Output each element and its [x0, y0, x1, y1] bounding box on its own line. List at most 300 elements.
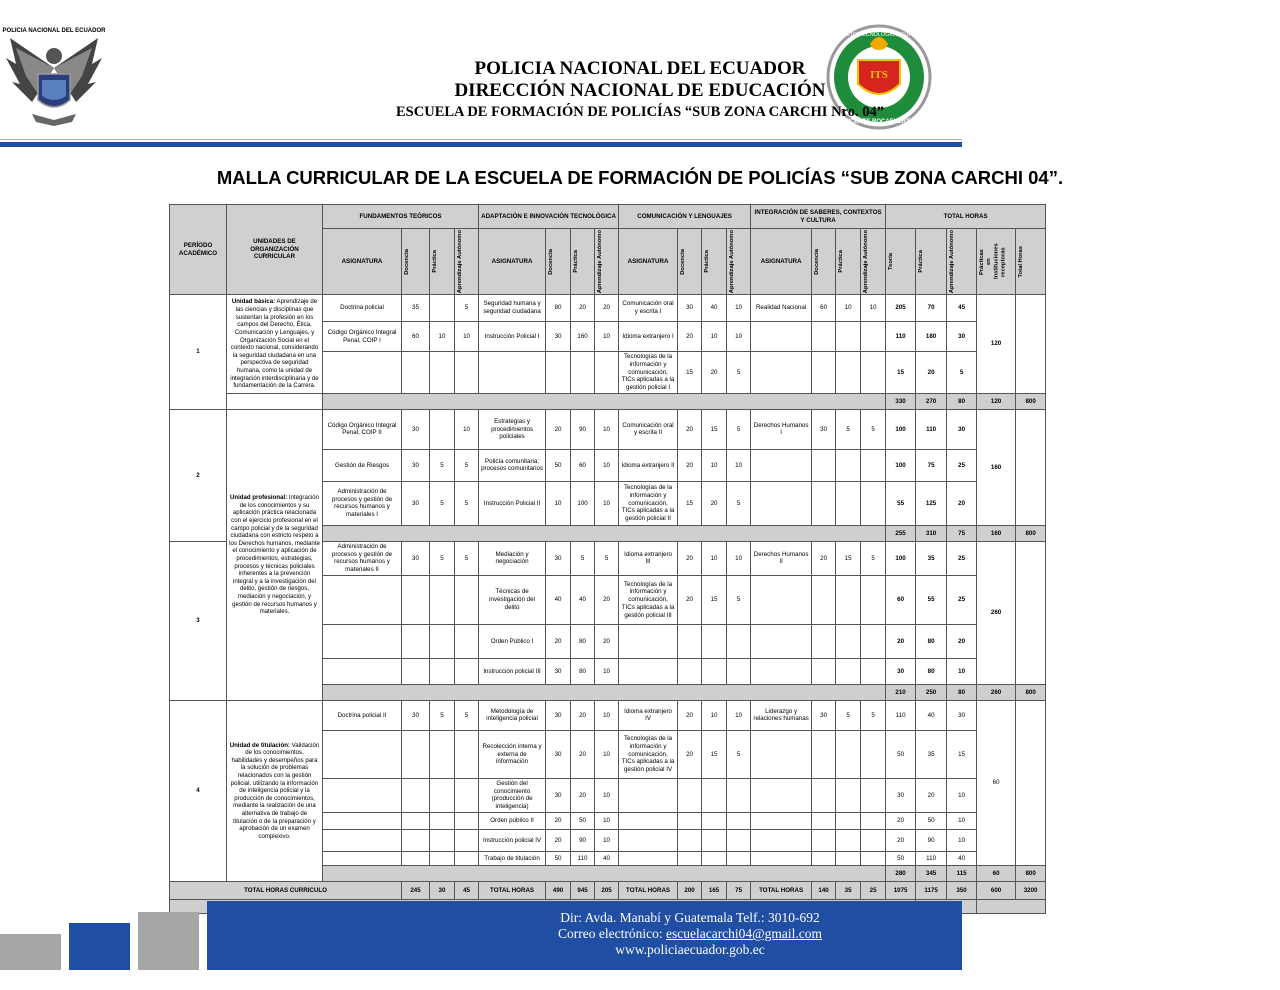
cell — [455, 730, 479, 778]
cell: 60 — [886, 575, 916, 624]
cell: 20 — [812, 541, 836, 575]
cell: 110 — [886, 700, 916, 730]
cell: 10 — [727, 295, 751, 322]
cell: 10 — [595, 409, 619, 449]
cell: Tecnologías de la información y comunicación, TICs aplicadas a la gestión policial IV — [619, 730, 678, 778]
cell: 20 — [546, 409, 571, 449]
cell — [812, 575, 836, 624]
cell: 20 — [595, 624, 619, 658]
unit-description: Validación de los conocimientos, habilidades y desempeños para la solución de problemas relacionados con la gestión policial, utilizando la información de inteligencia policial y la producción de conocimientos, mediante la realización de una alternativa de trabajo de titulación o de la preparación y aprobación de un examen complexivo. — [230, 741, 320, 840]
cell: 80 — [916, 658, 947, 684]
cell — [861, 778, 886, 812]
cell: 25 — [861, 881, 886, 899]
periodo-2: 2 — [170, 409, 227, 541]
cell: 330 — [886, 393, 916, 409]
cell — [836, 624, 861, 658]
cell — [402, 778, 430, 812]
cell — [727, 658, 751, 684]
cell: 75 — [947, 525, 977, 541]
cell: 10 — [595, 812, 619, 829]
cell: 10 — [727, 700, 751, 730]
cell: 10 — [430, 322, 455, 352]
cell: 20 — [702, 352, 727, 394]
cell: 90 — [571, 829, 595, 851]
practicas-p2: 160 — [977, 409, 1016, 525]
header-unidades: UNIDADES DE ORGANIZACIÓN CURRICULAR — [227, 205, 323, 295]
cell: 345 — [916, 865, 947, 881]
cell — [861, 730, 886, 778]
cell: 5 — [727, 730, 751, 778]
cell — [455, 851, 479, 865]
cell: 310 — [916, 525, 947, 541]
cell: 10 — [595, 829, 619, 851]
cell — [323, 624, 402, 658]
cell: 3200 — [1016, 881, 1046, 899]
cell — [571, 352, 595, 394]
unidad-basica — [227, 295, 323, 394]
col-practica: Práctica — [838, 250, 845, 273]
cell: 250 — [916, 684, 947, 700]
cell: 50 — [571, 812, 595, 829]
cell: 245 — [402, 881, 430, 899]
cell — [861, 481, 886, 525]
policia-nacional-logo — [2, 18, 106, 130]
cell: 10 — [836, 295, 861, 322]
table-row — [170, 409, 1046, 449]
cell: 30 — [947, 700, 977, 730]
cell: 80 — [947, 393, 977, 409]
footer-email-link[interactable]: escuelacarchi04@gmail.com — [665, 926, 822, 941]
cell: 30 — [546, 730, 571, 778]
total-curriculo-label: TOTAL HORAS CURRICULO — [170, 881, 402, 899]
cell: Idioma extranjero III — [619, 541, 678, 575]
cell — [836, 352, 861, 394]
col-asignatura: ASIGNATURA — [751, 229, 812, 295]
cell: 20 — [947, 624, 977, 658]
cell: 20 — [886, 624, 916, 658]
cell — [812, 829, 836, 851]
cell — [619, 829, 678, 851]
cell — [430, 730, 455, 778]
cell: 30 — [546, 778, 571, 812]
cell: 40 — [571, 575, 595, 624]
cell: 15 — [886, 352, 916, 394]
cell — [430, 851, 455, 865]
cell — [323, 352, 402, 394]
cell: 20 — [678, 541, 702, 575]
cell: 55 — [886, 481, 916, 525]
cell — [455, 624, 479, 658]
cell: 60 — [402, 322, 430, 352]
cell — [702, 624, 727, 658]
cell: 5 — [455, 700, 479, 730]
footer-address: Dir: Avda. Manabí y Guatemala Telf.: 3010-692 — [560, 910, 820, 925]
cell: Administración de procesos y gestión de recursos humanos y materiales I — [323, 481, 402, 525]
cell: 10 — [702, 700, 727, 730]
cell — [455, 352, 479, 394]
practicas-p1: 120 — [977, 295, 1016, 394]
cell: 30 — [546, 322, 571, 352]
cell: 35 — [836, 881, 861, 899]
cell: Idioma extranjero I — [619, 322, 678, 352]
cell: 35 — [402, 295, 430, 322]
cell — [430, 829, 455, 851]
unit-description: Integración de los conocimientos y su aplicación práctica relacionada con el ejercicio profesional en el campo policial y de la seguridad ciudadana con estricto respeto a los Derechos humanos, mediante el conocimiento y aplicación de procedimientos, estrategias, procesos y técnicas policiales inherentes a la prevención integral y a la investigación del delito, gestión de riesgos, mediación y negociación, y gestión de recursos humanos y materiales. — [229, 494, 320, 616]
cell: 20 — [546, 624, 571, 658]
seal-mark: ITS — [870, 69, 888, 81]
cell: 5 — [947, 352, 977, 394]
cell — [1016, 409, 1046, 525]
col-asignatura: ASIGNATURA — [619, 229, 678, 295]
cell: 15 — [702, 409, 727, 449]
cell — [402, 575, 430, 624]
header-periodo: PERÍODO ACADÉMICO — [170, 205, 227, 295]
cell — [702, 829, 727, 851]
cell: 80 — [947, 684, 977, 700]
cell — [323, 525, 886, 541]
cell — [430, 778, 455, 812]
cell: Realidad Nacional — [751, 295, 812, 322]
col-docencia: Docencia — [548, 248, 555, 275]
cell: 40 — [916, 700, 947, 730]
header-fundamentos: FUNDAMENTOS TEÓRICOS — [323, 205, 479, 229]
cell: Comunicación oral y escrita II — [619, 409, 678, 449]
col-docencia: Docencia — [814, 248, 821, 275]
cell: 75 — [727, 881, 751, 899]
cell — [678, 624, 702, 658]
cell — [455, 812, 479, 829]
cell: 10 — [947, 812, 977, 829]
cell: 10 — [595, 449, 619, 481]
cell: 10 — [595, 778, 619, 812]
unit-description: Aprendizaje de las ciencias y disciplinas que sustentan la profesión en los campos del Derecho, Ética, Comunicación y Lenguajes, y Organización Social en el contexto nacional, considerando la seguridad ciudadana en una perspectiva de seguridad humana, como la unidad de integración interdisciplinaria y de fundamentación de la Carrera. — [230, 298, 319, 390]
cell — [861, 812, 886, 829]
total-row — [170, 881, 1046, 899]
cell: 5 — [455, 449, 479, 481]
cell: Estrategias y procedimientos policiales — [479, 409, 546, 449]
cell: 90 — [916, 829, 947, 851]
cell: Instrucción policial III — [479, 658, 546, 684]
cell: 5 — [861, 700, 886, 730]
cell — [751, 352, 812, 394]
cell: 10 — [546, 481, 571, 525]
cell: Tecnologías de la información y comunicación, TICs aplicadas a la gestión policial III — [619, 575, 678, 624]
cell — [402, 352, 430, 394]
cell: 205 — [886, 295, 916, 322]
cell: 490 — [546, 881, 571, 899]
header-adaptacion: ADAPTACIÓN E INNOVACIÓN TECNOLÓGICA — [479, 205, 619, 229]
cell — [455, 658, 479, 684]
cell — [595, 352, 619, 394]
cell — [751, 658, 812, 684]
cell: 30 — [678, 295, 702, 322]
cell — [619, 851, 678, 865]
cell: 25 — [947, 449, 977, 481]
cell: 30 — [402, 541, 430, 575]
page-title: MALLA CURRICULAR DE LA ESCUELA DE FORMACIÓN DE POLICÍAS “SUB ZONA CARCHI 04”. — [216, 167, 1064, 188]
cell — [430, 812, 455, 829]
cell — [702, 851, 727, 865]
cell: 20 — [571, 295, 595, 322]
cell: 20 — [678, 449, 702, 481]
cell: 40 — [947, 851, 977, 865]
cell — [861, 658, 886, 684]
cell: Doctrina policial — [323, 295, 402, 322]
cell — [812, 352, 836, 394]
cell: 20 — [678, 730, 702, 778]
cell: Instrucción Policial II — [479, 481, 546, 525]
cell: 80 — [571, 658, 595, 684]
cell — [678, 658, 702, 684]
cell: 30 — [546, 541, 571, 575]
cell — [323, 730, 402, 778]
cell — [455, 778, 479, 812]
cell — [430, 575, 455, 624]
cell: 70 — [916, 295, 947, 322]
cell — [861, 829, 886, 851]
cell: 100 — [886, 409, 916, 449]
cell — [323, 778, 402, 812]
cell — [402, 658, 430, 684]
cell: Técnicas de investigación del delito — [479, 575, 546, 624]
cell: 600 — [977, 881, 1016, 899]
cell: 10 — [947, 829, 977, 851]
header-divider-blue — [0, 142, 962, 147]
col-autonomo: Aprendizaje Autónomo — [729, 230, 736, 294]
cell — [727, 624, 751, 658]
cell — [812, 778, 836, 812]
cell: 80 — [916, 624, 947, 658]
cell: 5 — [861, 541, 886, 575]
unidad-titulacion — [227, 700, 323, 881]
cell — [727, 812, 751, 829]
cell: Orden Público I — [479, 624, 546, 658]
col-total-horas: Total Horas — [1018, 245, 1025, 278]
cell: Idioma extranjero II — [619, 449, 678, 481]
cell: 160 — [977, 525, 1016, 541]
cell — [678, 778, 702, 812]
header-divider-thin — [0, 139, 962, 140]
cell: 205 — [595, 881, 619, 899]
cell: 5 — [455, 481, 479, 525]
cell: Metodología de inteligencia policial — [479, 700, 546, 730]
cell: 55 — [916, 575, 947, 624]
cell: 40 — [702, 295, 727, 322]
col-practicas-instituciones: Prácticas en Instituciones receptoras — [979, 242, 1007, 279]
cell — [812, 624, 836, 658]
cell — [812, 730, 836, 778]
cell: 20 — [678, 322, 702, 352]
cell: 15 — [947, 730, 977, 778]
cell — [751, 481, 812, 525]
cell: 40 — [546, 575, 571, 624]
cell: 10 — [947, 778, 977, 812]
cell — [751, 778, 812, 812]
footer-block-grey-1 — [0, 934, 61, 970]
cell — [678, 812, 702, 829]
cell: Idioma extranjero IV — [619, 700, 678, 730]
cell: 5 — [727, 481, 751, 525]
cell — [402, 730, 430, 778]
cell — [812, 658, 836, 684]
cell — [861, 322, 886, 352]
cell: 10 — [595, 730, 619, 778]
cell: Administración de procesos y gestión de recursos humanos y materiales II — [323, 541, 402, 575]
cell: 30 — [947, 322, 977, 352]
cell — [836, 851, 861, 865]
cell: 20 — [947, 481, 977, 525]
col-practica: Práctica — [432, 250, 438, 273]
cell — [546, 352, 571, 394]
cell: Instrucción policial IV — [479, 829, 546, 851]
cell: 80 — [571, 624, 595, 658]
cell: 20 — [678, 409, 702, 449]
cell: Doctrina policial II — [323, 700, 402, 730]
cell: 50 — [546, 449, 571, 481]
header-integracion: INTEGRACIÓN DE SABERES, CONTEXTOS Y CULTURA — [751, 205, 886, 229]
curriculum-table — [169, 204, 1046, 914]
cell — [402, 812, 430, 829]
cell — [861, 449, 886, 481]
cell: Recolección interna y externa de información — [479, 730, 546, 778]
cell: 800 — [1016, 525, 1046, 541]
cell: Seguridad humana y seguridad ciudadana — [479, 295, 546, 322]
practicas-p4: 60 — [977, 700, 1016, 865]
cell: 5 — [430, 700, 455, 730]
cell: Código Orgánico Integral Penal, COIP I — [323, 322, 402, 352]
cell — [727, 778, 751, 812]
cell: 20 — [595, 575, 619, 624]
cell: 20 — [571, 700, 595, 730]
periodo-3: 3 — [170, 541, 227, 700]
cell: 165 — [702, 881, 727, 899]
cell: TOTAL HORAS — [751, 881, 812, 899]
cell: 30 — [546, 658, 571, 684]
cell — [812, 851, 836, 865]
header-line-2: DIRECCIÓN NACIONAL DE EDUCACIÓN — [454, 80, 826, 101]
cell: 10 — [595, 481, 619, 525]
cell — [402, 829, 430, 851]
cell — [323, 865, 886, 881]
cell — [430, 409, 455, 449]
cell: 20 — [571, 778, 595, 812]
cell: 75 — [916, 449, 947, 481]
periodo-4: 4 — [170, 700, 227, 881]
col-docencia: Docencia — [404, 248, 410, 275]
cell: 210 — [886, 684, 916, 700]
cell: Comunicación oral y escrita I — [619, 295, 678, 322]
cell — [861, 624, 886, 658]
cell: 15 — [678, 481, 702, 525]
cell: 30 — [402, 700, 430, 730]
cell: 20 — [546, 829, 571, 851]
cell: 30 — [947, 409, 977, 449]
footer-email-prefix: Correo electrónico: — [558, 926, 666, 941]
cell — [619, 658, 678, 684]
cell — [323, 812, 402, 829]
unit-title: Unidad de titulación: — [229, 741, 290, 749]
cell: 20 — [546, 812, 571, 829]
cell — [836, 778, 861, 812]
cell: 5 — [571, 541, 595, 575]
col-teoria: Teoría — [888, 253, 895, 271]
cell: 350 — [947, 881, 977, 899]
cell: Orden público II — [479, 812, 546, 829]
cell: 10 — [595, 322, 619, 352]
cell: 30 — [402, 409, 430, 449]
cell — [836, 449, 861, 481]
footer-email-line — [430, 926, 950, 942]
cell: Gestión del conocimiento (producción de inteligencia) — [479, 778, 546, 812]
table-row — [170, 295, 1046, 322]
cell — [836, 322, 861, 352]
cell: 110 — [886, 322, 916, 352]
cell — [977, 899, 1046, 913]
cell: 200 — [678, 881, 702, 899]
cell: 30 — [886, 778, 916, 812]
cell — [836, 730, 861, 778]
col-practica: Práctica — [573, 250, 580, 273]
col-autonomo: Aprendizaje Autónomo — [457, 230, 463, 294]
cell: 20 — [886, 812, 916, 829]
cell: Derechos Humanos II — [751, 541, 812, 575]
col-practica: Práctica — [704, 250, 711, 273]
cell — [702, 778, 727, 812]
cell — [678, 829, 702, 851]
cell: Gestión de Riesgos — [323, 449, 402, 481]
footer-block-grey-2 — [138, 912, 199, 970]
left-logo-text: POLICIA NACIONAL DEL ECUADOR — [2, 28, 106, 34]
cell: 255 — [886, 525, 916, 541]
col-asignatura: ASIGNATURA — [323, 229, 402, 295]
col-asignatura: ASIGNATURA — [479, 229, 546, 295]
cell: 20 — [702, 481, 727, 525]
cell: 110 — [916, 409, 947, 449]
cell: 20 — [678, 575, 702, 624]
cell: 110 — [916, 851, 947, 865]
footer-website[interactable]: www.policiaecuador.gob.ec — [615, 942, 765, 957]
cell: 40 — [595, 851, 619, 865]
cell — [812, 481, 836, 525]
cell — [812, 812, 836, 829]
col-autonomo: Aprendizaje Autónomo — [863, 230, 870, 294]
cell: 125 — [916, 481, 947, 525]
cell: Trabajo de titulación — [479, 851, 546, 865]
cell — [323, 393, 886, 409]
cell — [430, 352, 455, 394]
cell: 10 — [861, 295, 886, 322]
col-autonomo-total: Aprendizaje Autónomo — [949, 230, 956, 294]
cell — [751, 449, 812, 481]
cell: 15 — [836, 541, 861, 575]
cell — [227, 393, 323, 409]
cell: 20 — [571, 730, 595, 778]
header-line-3: ESCUELA DE FORMACIÓN DE POLICÍAS “SUB ZONA CARCHI Nro. 04” — [396, 104, 884, 120]
cell: 25 — [947, 541, 977, 575]
cell: 10 — [595, 658, 619, 684]
col-autonomo: Aprendizaje Autónomo — [597, 230, 604, 294]
cell — [1016, 700, 1046, 865]
cell: 30 — [430, 881, 455, 899]
cell: 50 — [886, 851, 916, 865]
practicas-p3: 260 — [977, 541, 1016, 684]
cell: 10 — [455, 409, 479, 449]
cell: 10 — [727, 541, 751, 575]
cell: 5 — [455, 295, 479, 322]
cell: TOTAL HORAS — [619, 881, 678, 899]
subtotal-row — [170, 393, 1046, 409]
cell: 1075 — [886, 881, 916, 899]
